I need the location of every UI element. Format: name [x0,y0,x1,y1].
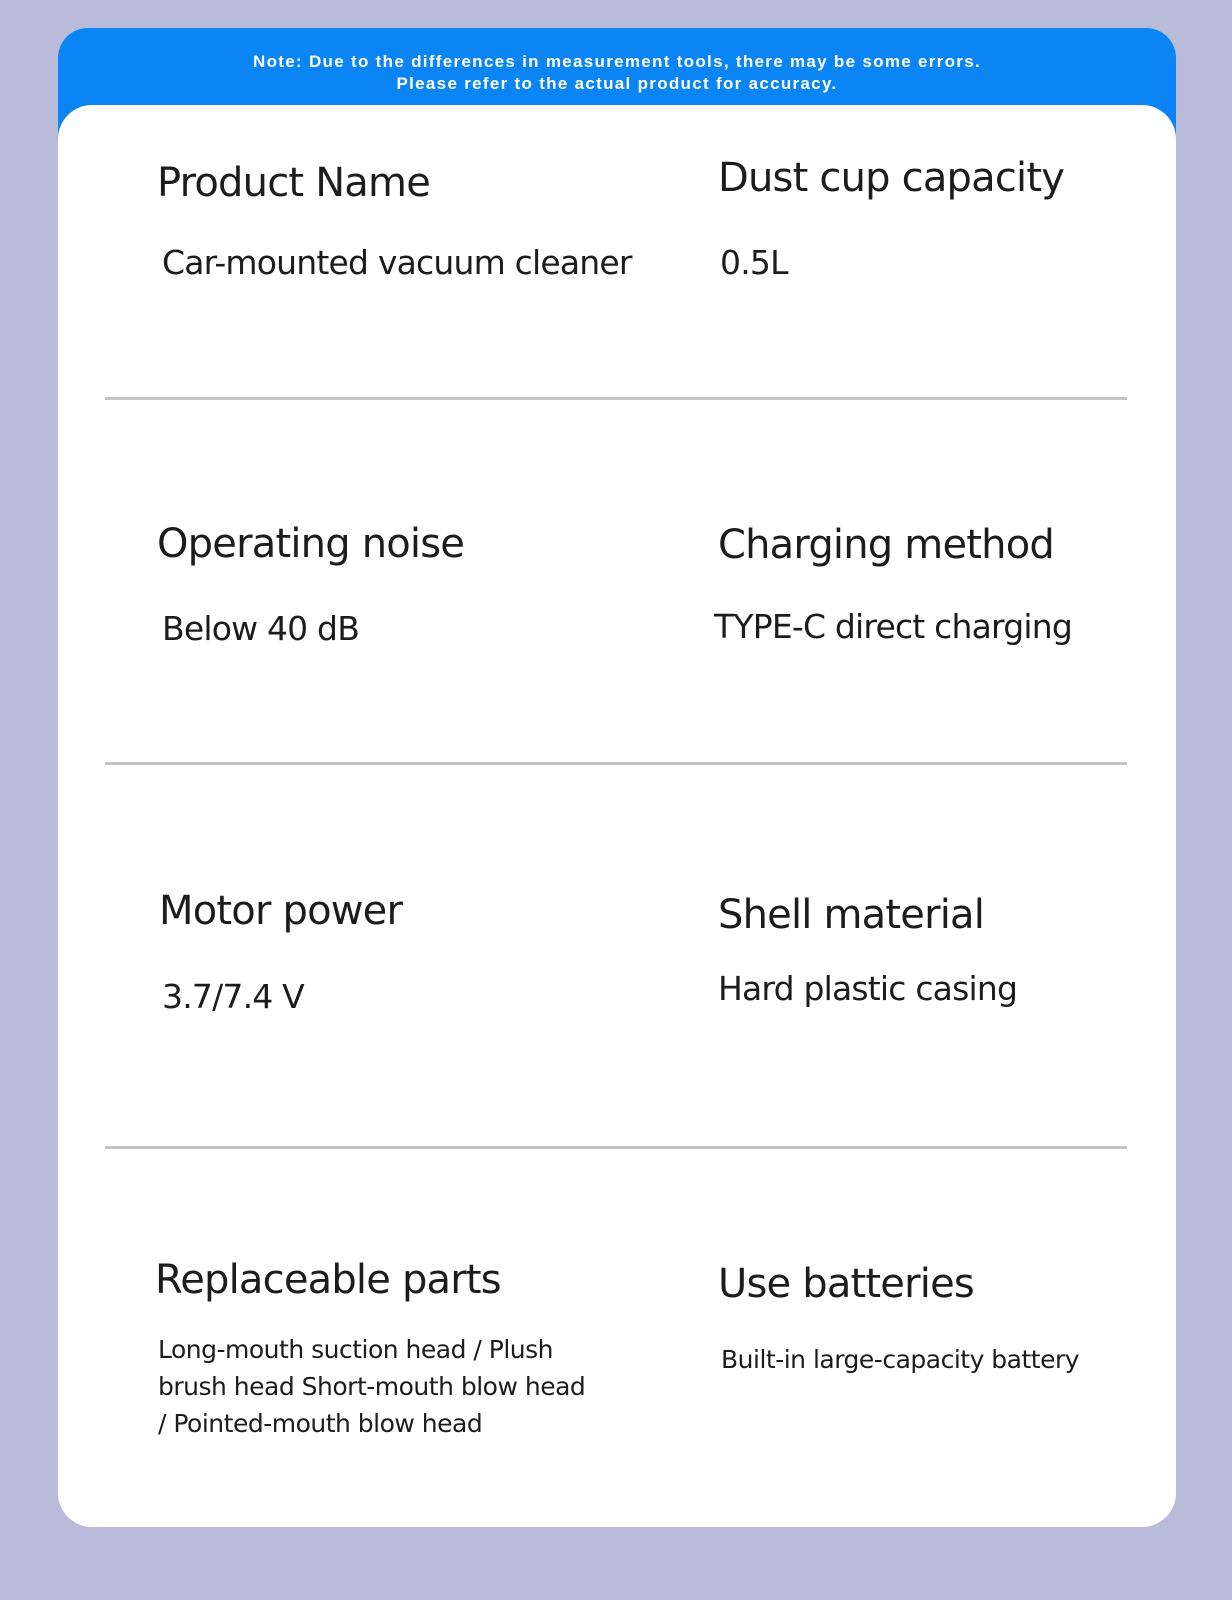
divider-3 [105,1146,1127,1149]
parts-value: Long-mouth suction head / Plush brush head Short-mouth blow head / Pointed-mouth blow head [158,1335,586,1438]
dust-cup-label: Dust cup capacity [718,155,1065,201]
motor-value: 3.7/7.4 V [162,977,304,1016]
charging-value: TYPE-C direct charging [714,607,1072,646]
batteries-label: Use batteries [718,1261,974,1307]
batteries-value: Built-in large-capacity battery [721,1345,1080,1374]
divider-1 [105,397,1127,400]
parts-label: Replaceable parts [155,1257,501,1303]
charging-label: Charging method [718,522,1054,568]
spec-card [58,105,1176,1527]
noise-label: Operating noise [157,521,465,567]
shell-label: Shell material [718,892,985,938]
shell-value: Hard plastic casing [718,969,1018,1008]
measurement-note [58,51,1176,95]
divider-2 [105,762,1127,765]
product-name-value: Car-mounted vacuum cleaner [162,243,632,282]
motor-label: Motor power [159,888,403,934]
product-name-label: Product Name [157,160,430,206]
note-line-1: Note: Due to the differences in measurement tools, there may be some errors. [253,52,981,71]
noise-value: Below 40 dB [162,609,360,648]
dust-cup-value: 0.5L [720,243,788,282]
note-line-2: Please refer to the actual product for accuracy. [396,74,838,93]
